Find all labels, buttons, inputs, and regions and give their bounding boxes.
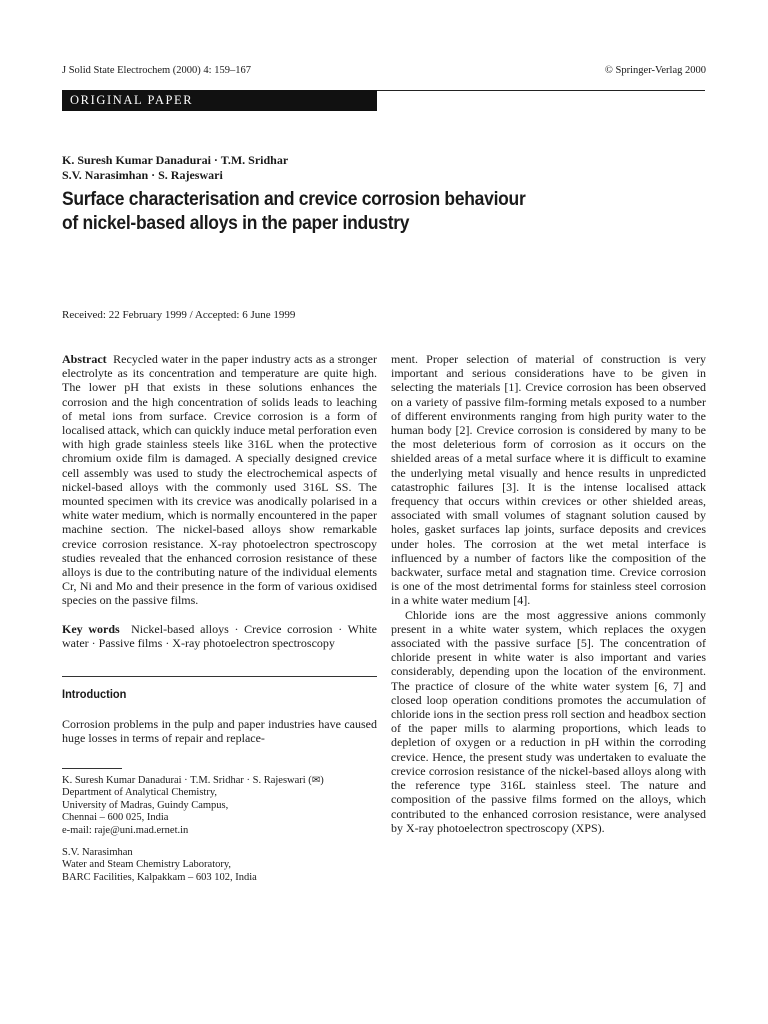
affiliation-b-lab: Water and Steam Chemistry Laboratory,: [62, 859, 232, 871]
affiliation-b-name: S.V. Narasimhan: [62, 846, 133, 858]
affiliation-a-univ: University of Madras, Guindy Campus,: [62, 799, 229, 811]
affiliation-b-addr: BARC Facilities, Kalpakkam – 603 102, India: [62, 871, 257, 883]
title-line-2: of nickel-based alloys in the paper industry: [62, 213, 410, 234]
affiliation-a-names: K. Suresh Kumar Danadurai · T.M. Sridhar · S. Rajeswari (✉): [62, 774, 324, 786]
copyright-notice: © Springer-Verlag 2000: [604, 65, 706, 76]
keywords-label: Key words: [62, 621, 120, 636]
right-column: [391, 352, 706, 835]
paper-title: [62, 188, 632, 236]
keywords: [62, 622, 377, 650]
introduction-paragraph-1: ment. Proper selection of material of construction is very important and serious considerations have to be given in selecting the materials [1]. Crevice corrosion has been observed on a variety of passive film-forming metals exposed to a number of different environments ranging from high purity water to the human body [2]. Crevice corrosion is considered by many to be the most deleterious form of corrosion as it occurs on the shielded areas of a metal surface where it is difficult to examine the underlying metal visually and hence results in unpredicted catastrophic failures [3]. It is the intense localised attack frequency that occurs within crevices or other shielded areas, associated with small volumes of stagnant solution caused by holes, gasket surfaces lap joints, surface deposits and crevices under holes. The corrosion at the wet metal interface is influenced by a number of factors like the composition of the backwater, surface metal and stagnation time. Crevice corrosion is one of the most detrimental forms for stainless steel corrosion in a white water medium [4].: [391, 352, 706, 608]
author-list: [62, 153, 288, 183]
author-affiliations: [62, 775, 377, 885]
left-column: [62, 352, 377, 884]
author-line-1: K. Suresh Kumar Danadurai · T.M. Sridhar: [62, 153, 289, 167]
abstract-label: Abstract: [62, 352, 107, 366]
received-dates: Received: 22 February 1999 / Accepted: 6 June 1999: [62, 309, 296, 321]
affiliation-a-dept: Department of Analytical Chemistry,: [62, 787, 218, 799]
introduction-text-left: Corrosion problems in the pulp and paper industries have caused huge losses in terms of repair and replace-: [62, 717, 377, 746]
title-line-1: Surface characterisation and crevice corrosion behaviour: [62, 189, 526, 210]
envelope-icon: ✉: [311, 774, 321, 786]
header-rule: [377, 90, 705, 91]
abstract: [62, 352, 377, 608]
section-label: ORIGINAL PAPER: [62, 90, 377, 111]
section-divider: [62, 676, 377, 677]
footnote-rule: [62, 768, 122, 769]
keywords-text: Nickel-based alloys · Crevice corrosion · White water · Passive films · X-ray photoelectron spectroscopy: [62, 621, 378, 650]
journal-citation: J Solid State Electrochem (2000) 4: 159–167: [62, 65, 251, 76]
introduction-paragraph-2: Chloride ions are the most aggressive anions commonly present in a white water system, which replaces the oxygen associated with the passive surface [5]. The concentration of chloride present in white water is also important and varies considerably, depending upon the location of the environment. The practice of closure of the white water system [6, 7] and closed loop operation conditions promotes the accumulation of chloride ions in the section press roll section and headbox section of the paper mills to alarming proportions, which leads to depletion of oxygen or a reduction in pH within the corroding crevice. Hence, the present study was undertaken to evaluate the crevice corrosion resistance of the nickel-based alloys along with the reference type 316L stainless steel. The nature and composition of the passive films formed on the alloys, which contributed to the enhanced corrosion resistance, were analysed by X-ray photoelectron spectroscopy (XPS).: [391, 607, 706, 835]
footnote-gap: [62, 838, 377, 847]
author-line-2: S.V. Narasimhan · S. Rajeswari: [62, 168, 223, 182]
affiliation-a-city: Chennai – 600 025, India: [62, 812, 169, 824]
abstract-text: Recycled water in the paper industry acts as a stronger electrolyte as its concentration and temperature are quite high. The lower pH that exists in these solutions enhances the corrosion and the high concentration of solids leads to leaching of metal ions from surface. Crevice corrosion is a form of localised attack, which can quickly induce metal perforation even with high grade stainless steels like 316L when the protective chromium oxide film is damaged. A specially designed crevice cell assembly was used to study the electrochemical aspects of nickel-based alloys with the commonly used 316L SS. The mounted specimen with its crevice was anodically polarised in a white water medium, which is normally encountered in the paper machine section. The nickel-based alloys show remarkable crevice corrosion resistance. X-ray photoelectron spectroscopy studies revealed that the enhanced corrosion resistance of these alloys is due to the contributing nature of the individual elements Cr, Ni and Mo and their presence in the form of various oxidised species on the passive films.: [62, 352, 378, 608]
introduction-heading: Introduction: [62, 687, 127, 702]
affiliation-a-email: e-mail: raje@uni.mad.ernet.in: [62, 825, 189, 837]
